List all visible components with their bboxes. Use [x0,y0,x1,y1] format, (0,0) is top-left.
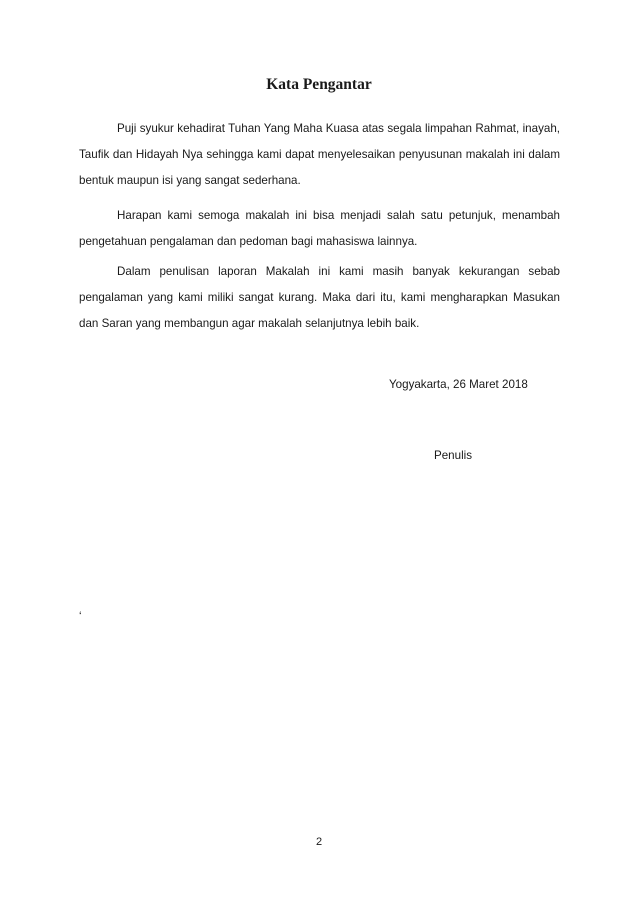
paragraph-2-line-1: Harapan kami semoga makalah ini bisa menjadi salah satu petunjuk, menambah [117,209,560,222]
paragraph-2-line-2: pengetahuan pengalaman dan pedoman bagi mahasiswa lainnya. [79,235,418,248]
author-signature: Penulis [434,449,473,462]
page-title: Kata Pengantar [266,76,372,93]
paragraph-1-line-1: Puji syukur kehadirat Tuhan Yang Maha Kuasa atas segala limpahan Rahmat, inayah, [117,122,560,135]
paragraph-3-line-1: Dalam penulisan laporan Makalah ini kami masih banyak kekurangan sebab [117,265,560,278]
page-number: 2 [315,836,323,848]
paragraph-1-line-2: Taufik dan Hidayah Nya sehingga kami dapat menyelesaikan penyusunan makalah ini dalam [79,148,560,161]
paragraph-1-line-3: bentuk maupun isi yang sangat sederhana. [79,174,301,187]
stray-punctuation-mark: ‘ [79,610,82,623]
paragraph-3-line-2: pengalaman yang kami miliki sangat kurang. Maka dari itu, kami mengharapkan Masukan [79,291,560,304]
place-and-date: Yogyakarta, 26 Maret 2018 [389,378,528,391]
paragraph-3-line-3: dan Saran yang membangun agar makalah selanjutnya lebih baik. [79,317,420,330]
